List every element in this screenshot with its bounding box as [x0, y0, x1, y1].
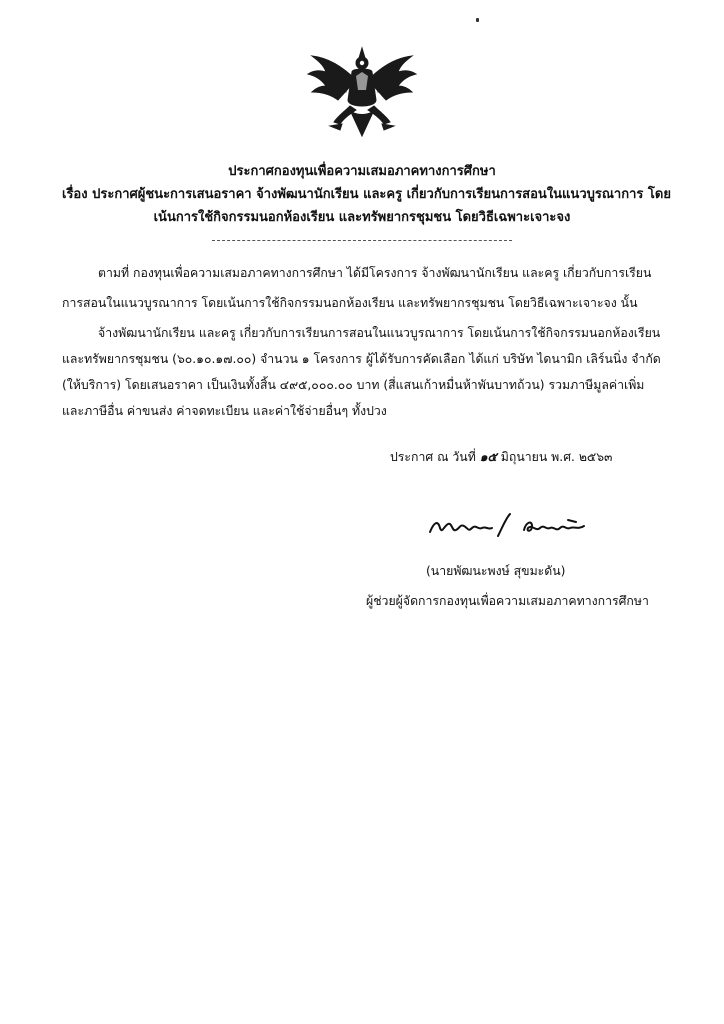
announcement-date: [390, 448, 612, 467]
page-title: ประกาศกองทุนเพื่อความเสมอภาคทางการศึกษา: [228, 164, 496, 179]
dashed-divider: [212, 240, 512, 241]
date-prefix: ประกาศ ณ วันที่: [390, 450, 476, 464]
subject-line: เรื่อง ประกาศผู้ชนะการเสนอราคา จ้างพัฒนานักเรียน และครู เกี่ยวกับการเรียนการสอนในแนวบูรณาการ โดย: [62, 187, 671, 202]
body-paragraph-line: และทรัพยากรชุมชน (๖๐.๑๐.๑๗.๐๐) จำนวน ๑ โครงการ ผู้ได้รับการคัดเลือก ได้แก่ บริษัท ไดนามิก เลิร์นนิ่ง จำกัด: [62, 352, 661, 366]
body-paragraph-line: และภาษีอื่น ค่าขนส่ง ค่าจดทะเบียน และค่าใช้จ่ายอื่นๆ ทั้งปวง: [62, 404, 387, 418]
body-paragraph-line: การสอนในแนวบูรณาการ โดยเน้นการใช้กิจกรรมนอกห้องเรียน และทรัพยากรชุมชน โดยวิธีเฉพาะเจาะจง นั้น: [62, 296, 638, 310]
garuda-emblem-icon: [304, 46, 420, 142]
date-day: ๑๕: [479, 450, 497, 464]
subject-heading: [62, 183, 671, 229]
date-month-year: มิถุนายน พ.ศ. ๒๕๖๓: [500, 450, 613, 464]
body-paragraph-line: ตามที่ กองทุนเพื่อความเสมอภาคทางการศึกษา ได้มีโครงการ จ้างพัฒนานักเรียน และครู เกี่ยวกับการเรียน: [98, 266, 652, 280]
signer-title: ผู้ช่วยผู้จัดการกองทุนเพื่อความเสมอภาคทางการศึกษา: [366, 594, 649, 608]
scan-speck: [476, 18, 479, 22]
handwritten-signature: [428, 508, 588, 544]
body-paragraph-line: จ้างพัฒนานักเรียน และครู เกี่ยวกับการเรียนการสอนในแนวบูรณาการ โดยเน้นการใช้กิจกรรมนอกห้องเรียน: [98, 326, 661, 340]
body-paragraph-line: (ให้บริการ) โดยเสนอราคา เป็นเงินทั้งสิ้น ๔๙๕,๐๐๐.๐๐ บาท (สี่แสนเก้าหมื่นห้าพันบาทถ้วน) รวมภาษีมูลค่าเพิ่ม: [62, 378, 645, 392]
subject-line: เน้นการใช้กิจกรรมนอกห้องเรียน และทรัพยากรชุมชน โดยวิธีเฉพาะเจาะจง: [153, 210, 571, 225]
signer-name: (นายพัฒนะพงษ์ สุขมะดัน): [426, 564, 566, 578]
